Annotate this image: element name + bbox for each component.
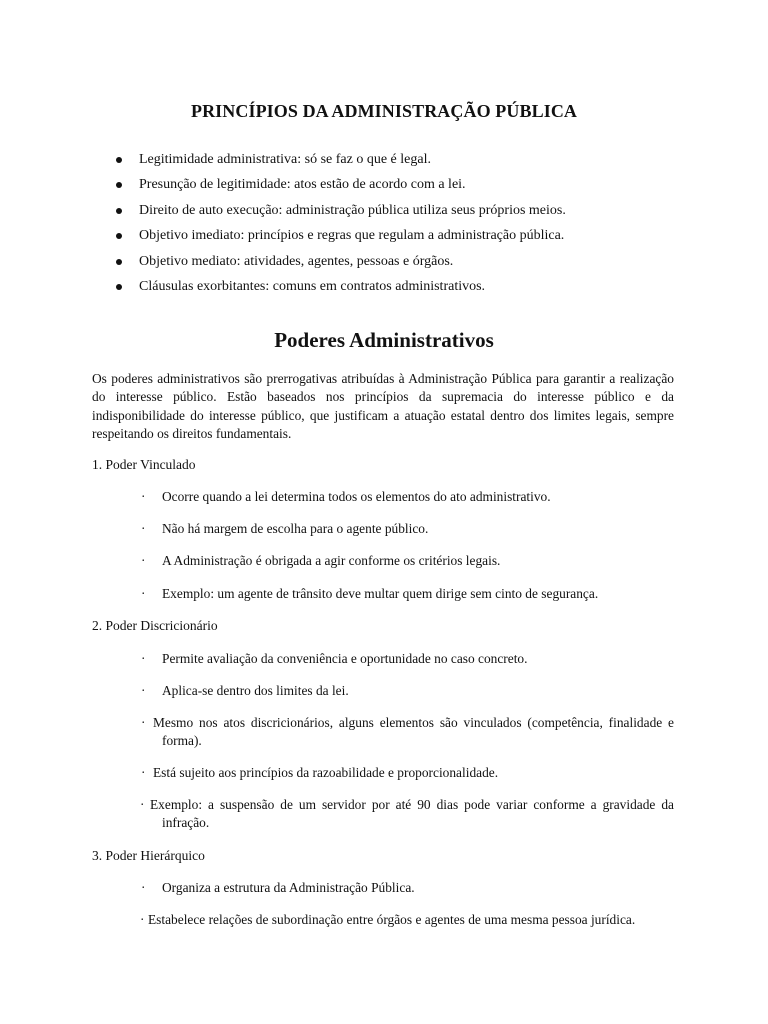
- list-item-text: Estabelece relações de subordinação entre órgãos e agentes de uma mesma pessoa jurídica.: [148, 912, 636, 927]
- bullet-dot-icon: [116, 208, 122, 214]
- list-item-text: Aplica-se dentro dos limites da lei.: [162, 683, 349, 698]
- bullet-dot-icon: [116, 157, 122, 163]
- list-item-text: Exemplo: um agente de trânsito deve multar quem dirige sem cinto de segurança.: [162, 586, 599, 601]
- list-item-text: Legitimidade administrativa: só se faz o que é legal.: [139, 152, 431, 167]
- power-heading-hierarquico: 3. Poder Hierárquico: [92, 848, 205, 863]
- list-item-text: Permite avaliação da conveniência e oportunidade no caso concreto.: [162, 651, 528, 666]
- list-item: [141, 585, 674, 603]
- bullet-mark: ·: [141, 586, 146, 601]
- list-item-text: Ocorre quando a lei determina todos os elementos do ato administrativo.: [162, 489, 551, 504]
- bullet-mark: ·: [141, 880, 146, 895]
- list-item-text: Presunção de legitimidade: atos estão de acordo com a lei.: [139, 177, 466, 193]
- list-item-text: Cláusulas exorbitantes: comuns em contratos administrativos.: [139, 278, 486, 294]
- list-item: [141, 714, 674, 751]
- list-item-text: Organiza a estrutura da Administração Pública.: [162, 880, 415, 895]
- bullet-mark: ·: [141, 715, 146, 730]
- list-item: [116, 175, 716, 200]
- list-item-text-inner: Exemplo: a suspensão de um servidor por até 90 dias pode variar conforme a gravidade da infração.: [150, 797, 674, 831]
- bullet-dot-icon: [116, 182, 122, 188]
- list-item-text: Objetivo mediato: atividades, agentes, pessoas e órgãos.: [139, 253, 454, 269]
- list-item: [140, 796, 674, 833]
- list-item-text: Objetivo imediato: princípios e regras que regulam a administração pública.: [139, 228, 565, 244]
- bullet-mark: ·: [140, 912, 145, 927]
- bullet-dot-icon: [116, 233, 122, 239]
- list-item: [141, 488, 674, 506]
- bullet-mark: ·: [141, 521, 146, 536]
- list-item: [116, 150, 716, 175]
- power-heading-discricionario: 2. Poder Discricionário: [92, 618, 218, 633]
- bullet-dot-icon: [116, 259, 122, 265]
- list-item: [141, 682, 674, 700]
- intro-paragraph: Os poderes administrativos são prerrogativas atribuídas à Administração Pública para garantir a realização do interesse público. Estão baseados nos princípios da supremacia do interesse público e da indisponibilidade do interesse público, que justificam a atuação estatal dentro dos limites legais, sempre respeitando os direitos fundamentais.: [92, 371, 674, 441]
- list-item: [116, 226, 716, 251]
- list-item: [141, 520, 674, 538]
- list-item-text: [141, 714, 674, 751]
- list-item: [141, 879, 674, 897]
- list-item: [140, 911, 674, 929]
- bullet-mark: ·: [141, 489, 146, 504]
- list-item-text: Não há margem de escolha para o agente público.: [162, 521, 429, 536]
- principles-list: [116, 150, 716, 302]
- bullet-mark: ·: [141, 553, 146, 568]
- bullet-mark: ·: [141, 683, 146, 698]
- list-item: [141, 552, 674, 570]
- list-item-text: Direito de auto execução: administração pública utiliza seus próprios meios.: [139, 202, 566, 218]
- list-item: [141, 650, 674, 668]
- list-item-text: Está sujeito aos princípios da razoabilidade e proporcionalidade.: [153, 765, 499, 780]
- page-title: PRINCÍPIOS DA ADMINISTRAÇÃO PÚBLICA: [190, 101, 578, 121]
- list-item: [141, 764, 674, 782]
- list-item-text: A Administração é obrigada a agir conforme os critérios legais.: [162, 553, 501, 568]
- bullet-dot-icon: [116, 284, 122, 290]
- list-item: [116, 277, 716, 302]
- list-item-text-inner: Mesmo nos atos discricionários, alguns elementos são vinculados (competência, finalidade e forma).: [153, 715, 674, 749]
- bullet-mark: ·: [141, 765, 146, 780]
- list-item-text: [140, 796, 674, 833]
- list-item: [116, 252, 716, 277]
- bullet-mark: ·: [141, 651, 146, 666]
- bullet-mark: ·: [140, 797, 145, 812]
- list-item: [116, 201, 716, 226]
- section-title: Poderes Administrativos: [274, 328, 494, 352]
- power-heading-vinculado: 1. Poder Vinculado: [92, 457, 196, 472]
